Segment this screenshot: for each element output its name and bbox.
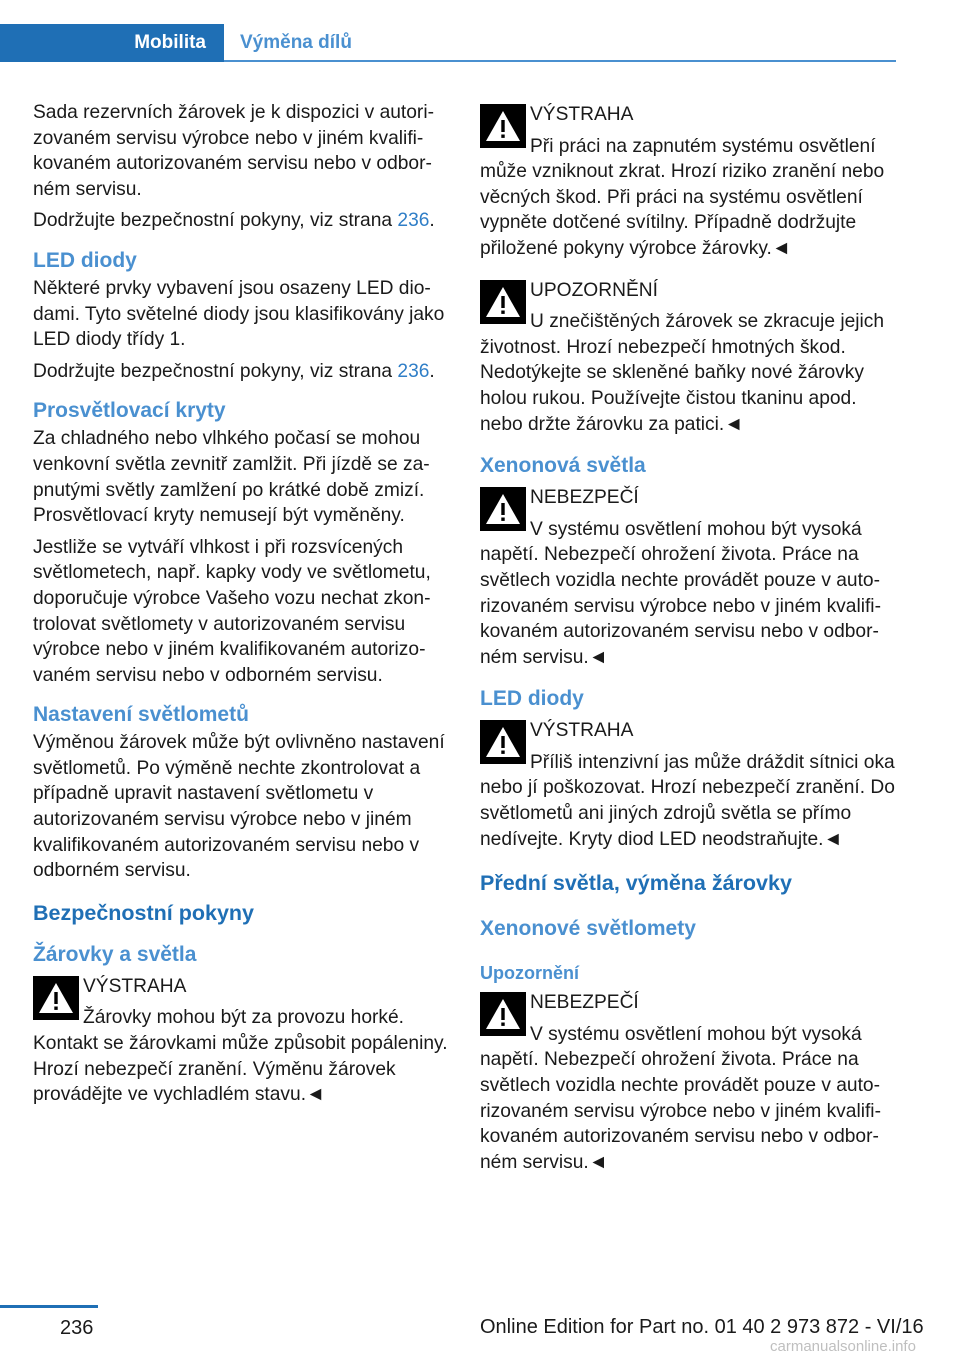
- heading-safety: Bezpečnostní pokyny: [33, 900, 255, 925]
- heading-led-diody-2: LED diody: [480, 687, 584, 711]
- page-header: [0, 0, 960, 62]
- paragraph-safety-ref-2: Dodržujte bezpečnostní pokyny, viz strana 236.: [33, 360, 435, 382]
- heading-xenon: Xenonová světla: [480, 454, 646, 478]
- warning-text: Příliš intenzivní jas může dráždit sítnici oka nebo jí poškozovat. Hrozí nebezpečí zranění. Do světlometů ani jiných zdrojů světla se přímo nedívejte. Kryty diod LED neodstraňujte.◄: [480, 751, 895, 850]
- heading-front-lights: Přední světla, výměna žárovky: [480, 871, 792, 896]
- paragraph-condensation: Za chladného nebo vlhkého počasí se mohou venkovní světla zevnitř zamlžit. Při jízdě se zapnutými světly zamlžení po krátké době zmizí. Prosvětlovací kryty nemusejí být vyměněny.: [33, 428, 430, 527]
- warning-box: [33, 972, 448, 1108]
- paragraph-safety-ref: Dodržujte bezpečnostní pokyny, viz strana 236.: [33, 210, 435, 232]
- page-link[interactable]: 236: [397, 210, 430, 232]
- paragraph-spare-bulbs: Sada rezervních žárovek je k dispozici v autorizovaném servisu výrobce nebo v jiném kvalifikovaném autorizovaném servisu nebo v odborném servisu.: [33, 102, 434, 200]
- heading-xenon-headlights: Xenonové světlomety: [480, 917, 696, 941]
- warning-icon: [480, 720, 526, 764]
- paragraph-led: Některé prvky vybavení jsou osazeny LED diodami. Tyto světelné diody jsou klasifikovány jako LED diody třídy 1.: [33, 277, 445, 351]
- warning-title: VÝSTRAHA: [83, 975, 187, 997]
- paragraph-moisture: Jestliže se vytváří vlhkost i při rozsvícených světlometech, např. kapky vody ve světlometu, doporučuje výrobce Vašeho vozu nechat zkontrolovat světlomety v autorizovaném servisu výrobce nebo v jiném kvalifikovaném autorizovaném servisu nebo v odborném servisu.: [33, 536, 431, 686]
- warning-title: VÝSTRAHA: [530, 104, 634, 125]
- warning-icon: [480, 104, 526, 148]
- warning-text: Při práci na zapnutém systému osvětlení může vzniknout zkrat. Hrozí riziko zranění nebo věcných škod. Při práci na systému osvětlení vypněte dotčené svítilny. Případně dodržujte přiložené pokyny výrobce žárovky.◄: [480, 135, 885, 259]
- page-link[interactable]: 236: [397, 360, 430, 382]
- left-column: [33, 100, 448, 1114]
- warning-text: Žárovky mohou být za provozu horké. Kontakt se žárovkami může způsobit popáleniny. Hrozí nebezpečí zranění. Výměnu žárovek provádějte ve vychladlém stavu.◄: [33, 1007, 448, 1106]
- danger-title: NEBEZPEČÍ: [530, 487, 639, 509]
- danger-text: V systému osvětlení mohou být vysoká napětí. Nebezpečí ohrožení života. Práce na světlech vozidla nechte provádět pouze v autorizovaném servisu výrobce nebo v jiném kvalifikovaném autorizovaném servisu nebo v odborném servisu.◄: [480, 518, 881, 668]
- danger-text: V systému osvětlení mohou být vysoká napětí. Nebezpečí ohrožení života. Práce na světlech vozidla nechte provádět pouze v autorizovaném servisu výrobce nebo v jiném kvalifikovaném autorizovaném servisu nebo v odborném servisu.◄: [480, 1023, 881, 1173]
- warning-icon: [480, 992, 526, 1036]
- warning-box: [480, 716, 895, 852]
- edition-note: Online Edition for Part no. 01 40 2 973 872 - VI/16: [480, 1316, 924, 1338]
- footer-divider: [0, 1305, 98, 1308]
- notice-title: UPOZORNĚNÍ: [530, 279, 658, 301]
- section-tab[interactable]: Výměna dílů: [240, 32, 352, 53]
- header-divider: [224, 60, 896, 62]
- danger-box: [480, 483, 895, 670]
- warning-icon: [480, 487, 526, 531]
- notice-box: [480, 276, 895, 438]
- warning-title: VÝSTRAHA: [530, 720, 634, 742]
- warning-icon: [480, 280, 526, 324]
- warning-icon: [33, 976, 79, 1020]
- notice-text: U znečištěných žárovek se zkracuje jejich životnost. Hrozí nebezpečí hmotných škod. Nedotýkejte se skleněné baňky nové žárovky holou rukou. Používejte čistou tkaninu apod. nebo držte žárovku za patici.◄: [480, 311, 885, 435]
- paragraph-adjust: Výměnou žárovek může být ovlivněno nastavení světlometů. Po výměně nechte zkontrolovat a případně upravit nastavení světlometu v autorizovaném servisu výrobce nebo v jiném kvalifikovaném autorizovaném servisu nebo v odborném servisu.: [33, 732, 445, 882]
- heading-led-diody: LED diody: [33, 248, 137, 272]
- danger-title: NEBEZPEČÍ: [530, 992, 639, 1014]
- chapter-tab[interactable]: Mobilita: [0, 24, 224, 62]
- heading-covers: Prosvětlovací kryty: [33, 399, 226, 423]
- heading-adjust: Nastavení světlometů: [33, 703, 249, 727]
- right-column: [480, 100, 895, 1181]
- page-number: 236: [60, 1317, 94, 1339]
- watermark: carmanualsonline.info: [770, 1338, 916, 1355]
- heading-bulbs: Žárovky a světla: [33, 942, 197, 966]
- danger-box: [480, 988, 895, 1175]
- warning-box: [480, 100, 895, 262]
- heading-notice: Upozornění: [480, 963, 579, 984]
